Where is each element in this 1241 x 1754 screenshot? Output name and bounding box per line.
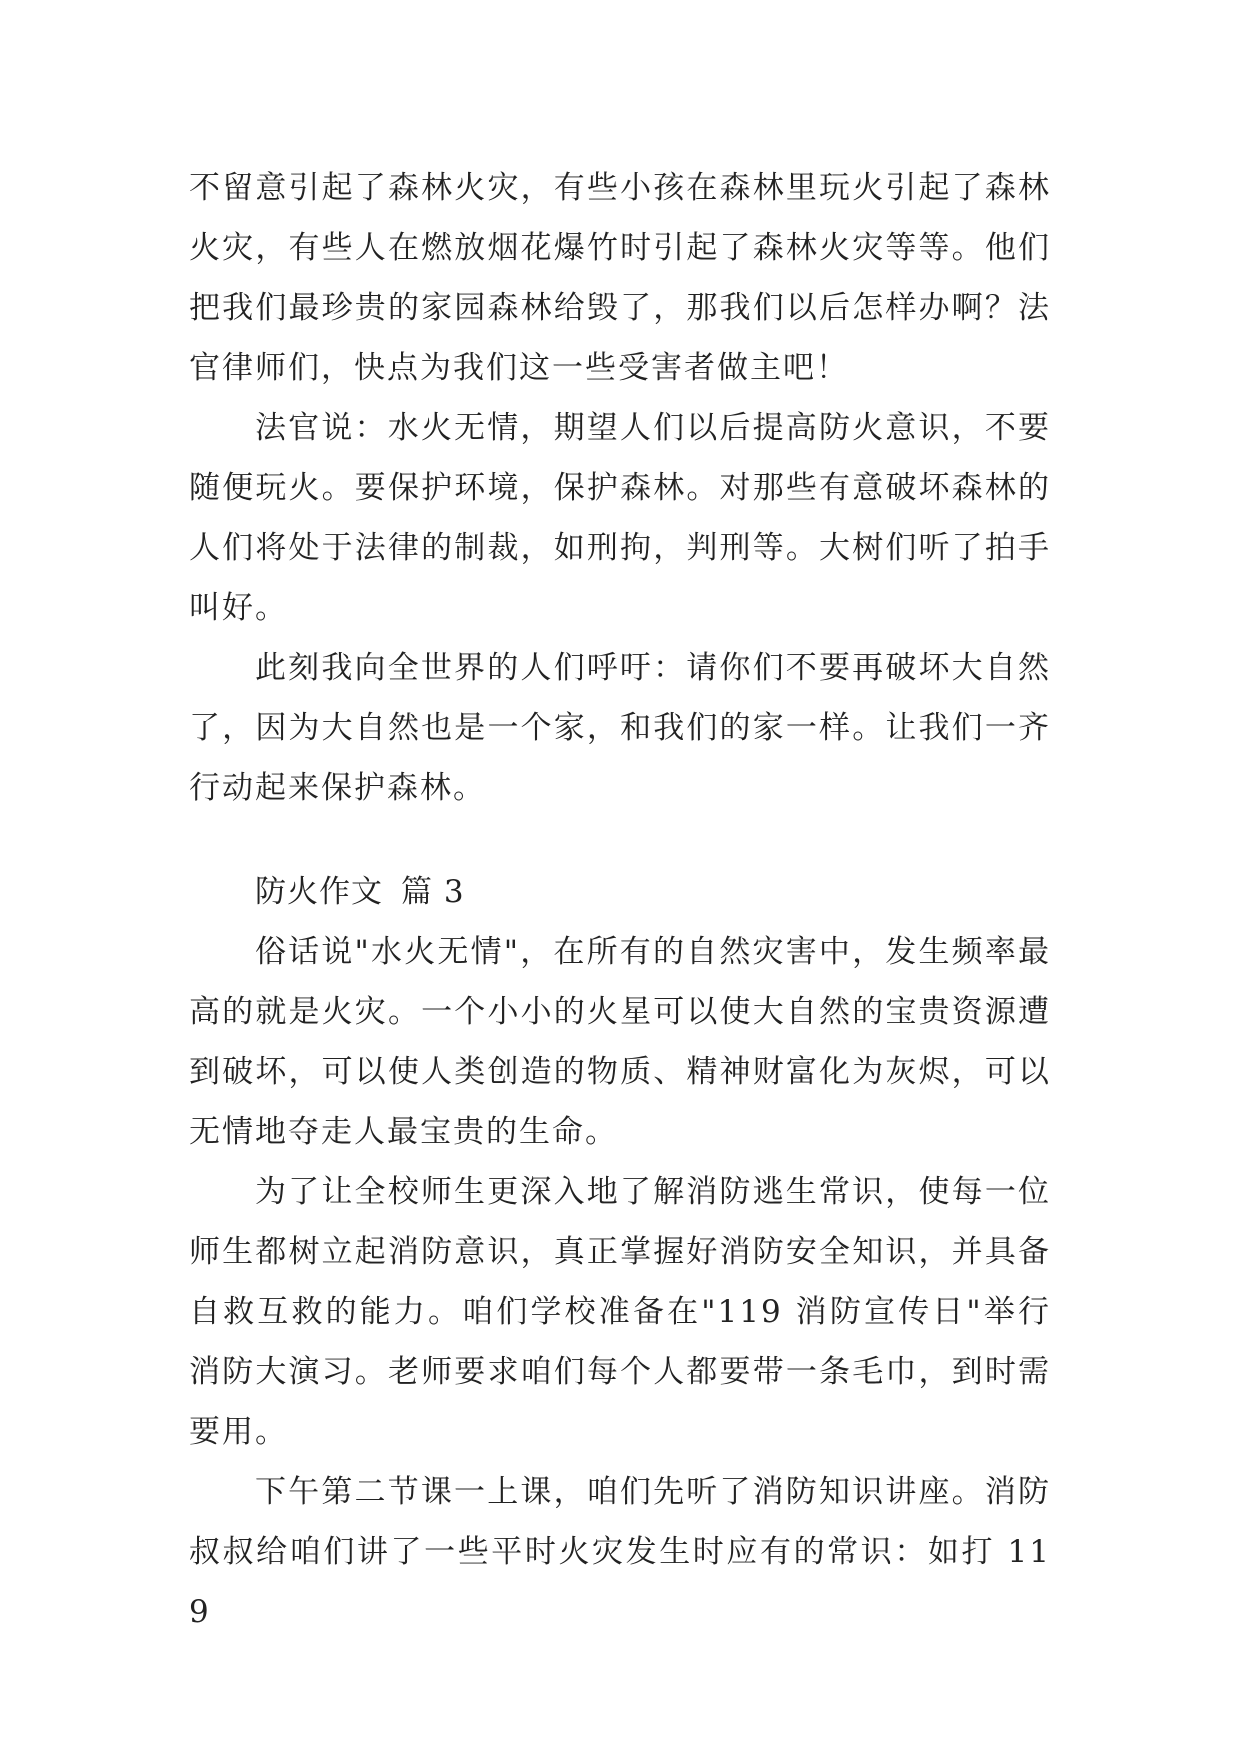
paragraph-appeal: 此刻我向全世界的人们呼吁：请你们不要再破坏大自然了，因为大自然也是一个家，和我们的家一样。让我们一齐行动起来保护森林。 <box>189 650 1051 806</box>
paragraph-judge-speech: 法官说：水火无情，期望人们以后提高防火意识，不要随便玩火。要保护环境，保护森林。对那些有意破坏森林的人们将处于法律的制裁，如刑拘，判刑等。大树们听了拍手叫好。 <box>189 410 1051 626</box>
document-body <box>189 158 1051 1642</box>
section-title: 防火作文 <box>255 874 383 910</box>
paragraph-proverb: 俗话说"水火无情"，在所有的自然灾害中，发生频率最高的就是火灾。一个小小的火星可以使大自然的宝贵资源遭到破坏，可以使人类创造的物质、精神财富化为灰烬，可以无情地夺走人最宝贵的生命。 <box>189 934 1051 1150</box>
paragraph-continued: 不留意引起了森林火灾，有些小孩在森林里玩火引起了森林火灾，有些人在燃放烟花爆竹时引起了森林火灾等等。他们把我们最珍贵的家园森林给毁了，那我们以后怎样办啊？法官律师们，快点为我们这一些受害者做主吧！ <box>189 170 1051 386</box>
paragraph-lecture: 下午第二节课一上课，咱们先听了消防知识讲座。消防叔叔给咱们讲了一些平时火灾发生时应有的常识：如打 119 <box>189 1474 1051 1630</box>
paragraph-fire-drill: 为了让全校师生更深入地了解消防逃生常识，使每一位师生都树立起消防意识，真正掌握好消防安全知识，并具备自救互救的能力。咱们学校准备在"119 消防宣传日"举行消防大演习。老师要求咱们每个人都要带一条毛巾，到时需要用。 <box>189 1174 1051 1450</box>
section-heading <box>189 862 1051 922</box>
section-number: 篇 3 <box>401 874 465 910</box>
